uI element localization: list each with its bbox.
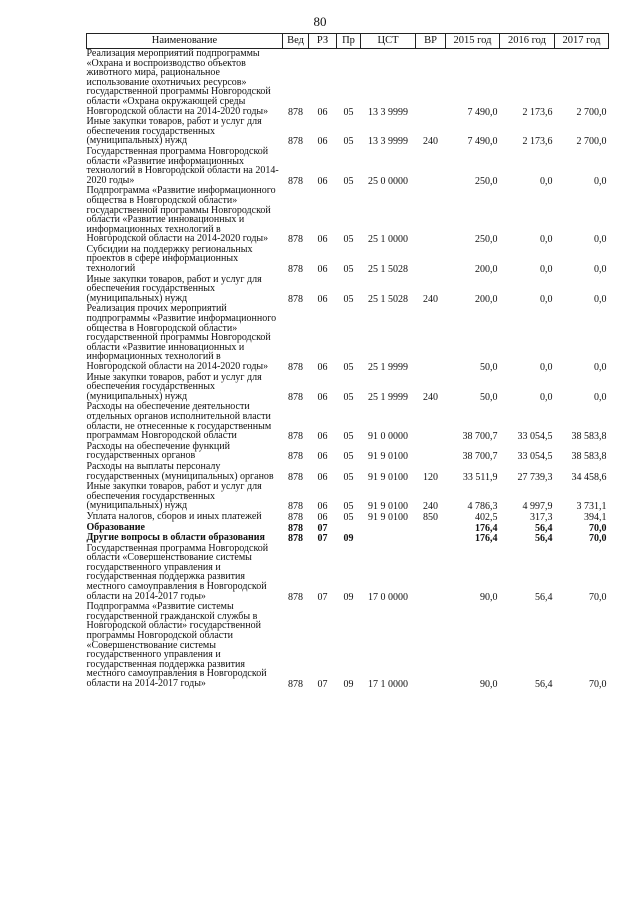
cell-2016: 0,0 bbox=[540, 234, 553, 245]
cell-pr: 05 bbox=[343, 293, 354, 305]
cell-pr: 05 bbox=[343, 511, 354, 523]
cell-2017: 394,1 bbox=[584, 511, 607, 523]
cell-ved: 878 bbox=[288, 431, 303, 442]
cell-2015: 176,4 bbox=[475, 522, 498, 534]
cell-2015: 250,0 bbox=[475, 234, 498, 245]
cell-2015: 50,0 bbox=[480, 391, 498, 403]
row-name-text: Подпрограмма «Развитие системы государственной гражданской службы в Новгородской области» государственной программы Новгородской области «Совершенствование системы государственного управления и государственная поддержка развития местного самоуправления в Новгородской области на 2014-2017 годы» bbox=[86, 601, 267, 689]
cell-pr: 05 bbox=[343, 175, 354, 187]
cell-vr: 240 bbox=[423, 391, 438, 403]
cell-name bbox=[87, 275, 283, 305]
cell-pr bbox=[337, 523, 361, 534]
cell-vr: 240 bbox=[423, 136, 438, 147]
header-cst: ЦСТ bbox=[361, 34, 416, 49]
cell-cst bbox=[361, 523, 416, 534]
row-name-text: Государственная программа Новгородской области «Развитие информационных технологий в Новгородской области на 2014-2020 годы» bbox=[86, 145, 279, 186]
cell-name bbox=[87, 442, 283, 462]
cell-ved: 878 bbox=[288, 679, 303, 690]
cell-rz: 06 bbox=[317, 362, 328, 373]
cell-rz: 07 bbox=[317, 679, 328, 690]
cell-vr bbox=[416, 186, 446, 245]
table-row bbox=[87, 482, 609, 512]
cell-2015: 7 490,0 bbox=[467, 136, 498, 147]
cell-2017: 70,0 bbox=[589, 679, 607, 690]
cell-rz: 07 bbox=[317, 533, 328, 544]
cell-cst: 91 9 0100 bbox=[368, 471, 408, 483]
cell-2016: 33 054,5 bbox=[517, 431, 553, 442]
cell-cst: 13 3 9999 bbox=[368, 106, 408, 118]
table-row bbox=[87, 602, 609, 689]
cell-2017: 70,0 bbox=[589, 591, 607, 603]
cell-cst: 25 1 5028 bbox=[368, 264, 408, 275]
cell-vr: 240 bbox=[423, 293, 438, 305]
cell-rz: 06 bbox=[317, 431, 328, 442]
cell-2016: 0,0 bbox=[540, 362, 553, 373]
cell-cst: 13 3 9999 bbox=[368, 136, 408, 147]
cell-vr: 120 bbox=[423, 471, 438, 483]
cell-pr: 05 bbox=[343, 264, 354, 275]
cell-2017: 70,0 bbox=[589, 533, 607, 544]
cell-cst: 25 1 9999 bbox=[368, 391, 408, 403]
cell-2017: 0,0 bbox=[594, 264, 607, 275]
cell-pr: 05 bbox=[343, 106, 354, 118]
cell-vr bbox=[416, 442, 446, 462]
cell-2016: 0,0 bbox=[540, 264, 553, 275]
cell-2015: 33 511,9 bbox=[462, 471, 498, 483]
cell-rz: 06 bbox=[317, 136, 328, 147]
cell-pr: 05 bbox=[343, 501, 354, 512]
cell-2016: 56,4 bbox=[535, 591, 553, 603]
cell-2017: 34 458,6 bbox=[571, 471, 607, 483]
budget-table bbox=[86, 33, 609, 690]
cell-2017: 38 583,8 bbox=[571, 451, 607, 462]
cell-2017: 0,0 bbox=[594, 234, 607, 245]
cell-2016: 56,4 bbox=[535, 533, 553, 544]
cell-2016: 4 997,9 bbox=[522, 501, 553, 512]
table-row bbox=[87, 245, 609, 275]
cell-2015: 90,0 bbox=[480, 679, 498, 690]
cell-2015: 38 700,7 bbox=[462, 431, 498, 442]
cell-name bbox=[87, 117, 283, 147]
row-name-text: Реализация прочих мероприятий подпрограммы «Развитие информационного общества в Новгородской области» государственной программы Новгородской области «Развитие инновационных и информационных технологий в Новгородской области на 2014-2020 годы» bbox=[86, 303, 277, 372]
cell-vr bbox=[416, 402, 446, 441]
cell-name bbox=[87, 544, 283, 603]
cell-rz: 06 bbox=[317, 511, 328, 523]
cell-name bbox=[87, 602, 283, 689]
cell-pr: 05 bbox=[343, 391, 354, 403]
cell-vr bbox=[416, 602, 446, 689]
cell-2017: 0,0 bbox=[594, 293, 607, 305]
cell-rz: 06 bbox=[317, 451, 328, 462]
header-name: Наименование bbox=[87, 34, 283, 49]
row-name-text: Расходы на обеспечение деятельности отдельных органов исполнительной власти области, не отнесенные к государственным программам Новгородской области bbox=[86, 401, 272, 442]
cell-name bbox=[87, 462, 283, 482]
header-pr: Пр bbox=[337, 34, 361, 49]
cell-ved: 878 bbox=[288, 106, 303, 118]
cell-pr: 05 bbox=[343, 362, 354, 373]
cell-rz: 06 bbox=[317, 175, 328, 187]
cell-2017: 2 700,0 bbox=[576, 136, 607, 147]
cell-ved: 878 bbox=[288, 136, 303, 147]
cell-name bbox=[87, 147, 283, 186]
cell-name bbox=[87, 402, 283, 441]
table-row bbox=[87, 512, 609, 523]
table-row bbox=[87, 304, 609, 372]
cell-2015: 4 786,3 bbox=[467, 501, 498, 512]
table-row bbox=[87, 275, 609, 305]
cell-rz: 06 bbox=[317, 501, 328, 512]
cell-name bbox=[87, 373, 283, 403]
cell-2015: 402,5 bbox=[475, 511, 498, 523]
cell-2015: 200,0 bbox=[475, 293, 498, 305]
cell-2015: 250,0 bbox=[475, 175, 498, 187]
row-name-text: Иные закупки товаров, работ и услуг для обеспечения государственных (муниципальных) нужд bbox=[86, 371, 262, 402]
cell-rz: 07 bbox=[317, 591, 328, 603]
cell-cst: 17 0 0000 bbox=[368, 591, 408, 603]
cell-2016: 33 054,5 bbox=[517, 451, 553, 462]
cell-rz: 06 bbox=[317, 234, 328, 245]
cell-vr bbox=[416, 533, 446, 544]
row-name-text: Государственная программа Новгородской области «Совершенствование системы государственного управления и государственная поддержка развития местного самоуправления в Новгородской области на 2014-2017 годы» bbox=[86, 542, 269, 602]
cell-ved: 878 bbox=[288, 471, 303, 483]
cell-ved: 878 bbox=[288, 391, 303, 403]
table-row bbox=[87, 544, 609, 603]
cell-ved: 878 bbox=[288, 362, 303, 373]
header-rz: РЗ bbox=[309, 34, 337, 49]
cell-2015: 90,0 bbox=[480, 591, 498, 603]
table-row bbox=[87, 186, 609, 245]
row-name-text: Подпрограмма «Развитие информационного общества в Новгородской области» государственной программы Новгородской области «Развитие инновационных и информационных технологий в Новгородской области на 2014-2020 годы» bbox=[86, 185, 276, 245]
cell-vr bbox=[416, 544, 446, 603]
cell-2016: 56,4 bbox=[535, 522, 553, 534]
cell-2017: 70,0 bbox=[589, 522, 607, 534]
cell-ved: 878 bbox=[288, 522, 303, 534]
header-vr: ВР bbox=[416, 34, 446, 49]
cell-name bbox=[87, 49, 283, 118]
table-row bbox=[87, 147, 609, 186]
header-2015: 2015 год bbox=[446, 34, 500, 49]
table-row bbox=[87, 462, 609, 482]
cell-cst bbox=[361, 533, 416, 544]
cell-ved: 878 bbox=[288, 293, 303, 305]
cell-cst: 17 1 0000 bbox=[368, 679, 408, 690]
cell-2015: 38 700,7 bbox=[462, 451, 498, 462]
cell-vr: 240 bbox=[423, 501, 438, 512]
table-row bbox=[87, 49, 609, 118]
row-name-text: Иные закупки товаров, работ и услуг для обеспечения государственных (муниципальных) нужд bbox=[86, 273, 262, 304]
cell-name bbox=[87, 304, 283, 372]
cell-vr bbox=[416, 49, 446, 118]
cell-pr: 05 bbox=[343, 451, 354, 462]
cell-pr: 09 bbox=[343, 533, 354, 544]
cell-rz: 06 bbox=[317, 264, 328, 275]
cell-pr: 05 bbox=[343, 431, 354, 442]
header-2016: 2016 год bbox=[500, 34, 555, 49]
cell-cst: 91 9 0100 bbox=[368, 511, 408, 523]
cell-pr: 09 bbox=[343, 679, 354, 690]
table-header-row bbox=[87, 34, 609, 49]
cell-name bbox=[87, 245, 283, 275]
cell-2017: 0,0 bbox=[594, 391, 607, 403]
cell-2017: 0,0 bbox=[594, 175, 607, 187]
cell-2016: 2 173,6 bbox=[522, 106, 553, 118]
cell-cst: 91 9 0100 bbox=[368, 451, 408, 462]
cell-cst: 25 1 9999 bbox=[368, 362, 408, 373]
cell-cst: 25 1 5028 bbox=[368, 293, 408, 305]
cell-2016: 0,0 bbox=[540, 293, 553, 305]
row-name-text: Иные закупки товаров, работ и услуг для обеспечения государственных (муниципальных) нужд bbox=[86, 481, 262, 512]
table-row bbox=[87, 402, 609, 441]
cell-pr: 05 bbox=[343, 234, 354, 245]
cell-2017: 38 583,8 bbox=[571, 431, 607, 442]
page-number: 80 bbox=[313, 14, 327, 29]
cell-ved: 878 bbox=[288, 175, 303, 187]
cell-2016: 56,4 bbox=[535, 679, 553, 690]
cell-2017: 2 700,0 bbox=[576, 106, 607, 118]
cell-rz: 06 bbox=[317, 391, 328, 403]
cell-ved: 878 bbox=[288, 451, 303, 462]
cell-name bbox=[87, 186, 283, 245]
cell-2015: 176,4 bbox=[475, 533, 498, 544]
cell-cst: 91 9 0100 bbox=[368, 501, 408, 512]
cell-vr bbox=[416, 523, 446, 534]
cell-rz: 07 bbox=[317, 522, 328, 534]
cell-cst: 25 1 0000 bbox=[368, 234, 408, 245]
cell-cst: 25 0 0000 bbox=[368, 175, 408, 187]
row-name-text: Расходы на обеспечение функций государственных органов bbox=[86, 440, 230, 462]
cell-2016: 2 173,6 bbox=[522, 136, 553, 147]
table-row bbox=[87, 442, 609, 462]
table-row bbox=[87, 117, 609, 147]
cell-ved: 878 bbox=[288, 234, 303, 245]
row-name-text: Реализация мероприятий подпрограммы «Охрана и воспроизводство объектов животного мира, рациональное использование охотничьих ресурсов» государственной программы Новгородской области «Охрана окружающей среды Новгородской области на 2014-2020 годы» bbox=[86, 48, 271, 117]
cell-rz: 06 bbox=[317, 106, 328, 118]
row-name-text: Иные закупки товаров, работ и услуг для обеспечения государственных (муниципальных) нужд bbox=[86, 116, 262, 147]
cell-name bbox=[87, 482, 283, 512]
cell-2015: 7 490,0 bbox=[467, 106, 498, 118]
cell-2015: 50,0 bbox=[480, 362, 498, 373]
cell-vr: 850 bbox=[423, 511, 438, 523]
cell-vr bbox=[416, 304, 446, 372]
cell-2017: 3 731,1 bbox=[576, 501, 607, 512]
row-name-text: Субсидии на поддержку региональных проектов в сфере информационных технологий bbox=[86, 243, 253, 275]
cell-pr: 05 bbox=[343, 471, 354, 483]
cell-ved: 878 bbox=[288, 264, 303, 275]
cell-2017: 0,0 bbox=[594, 362, 607, 373]
cell-ved: 878 bbox=[288, 511, 303, 523]
cell-pr: 05 bbox=[343, 136, 354, 147]
table-row bbox=[87, 373, 609, 403]
cell-vr bbox=[416, 147, 446, 186]
cell-rz: 06 bbox=[317, 293, 328, 305]
cell-ved: 878 bbox=[288, 501, 303, 512]
cell-2016: 317,3 bbox=[530, 511, 553, 523]
cell-2016: 0,0 bbox=[540, 175, 553, 187]
cell-name bbox=[87, 512, 283, 523]
cell-ved: 878 bbox=[288, 591, 303, 603]
cell-pr: 09 bbox=[343, 591, 354, 603]
cell-vr bbox=[416, 245, 446, 275]
row-name-text: Образование bbox=[86, 521, 145, 533]
cell-2015: 200,0 bbox=[475, 264, 498, 275]
cell-2016: 0,0 bbox=[540, 391, 553, 403]
cell-2016: 27 739,3 bbox=[517, 471, 553, 483]
row-name-text: Другие вопросы в области образования bbox=[86, 532, 265, 544]
cell-rz: 06 bbox=[317, 471, 328, 483]
row-name-text: Уплата налогов, сборов и иных платежей bbox=[86, 510, 262, 522]
cell-cst: 91 0 0000 bbox=[368, 431, 408, 442]
header-2017: 2017 год bbox=[555, 34, 609, 49]
header-ved: Вед bbox=[283, 34, 309, 49]
cell-ved: 878 bbox=[288, 533, 303, 544]
row-name-text: Расходы на выплаты персоналу государственных (муниципальных) органов bbox=[86, 460, 274, 482]
